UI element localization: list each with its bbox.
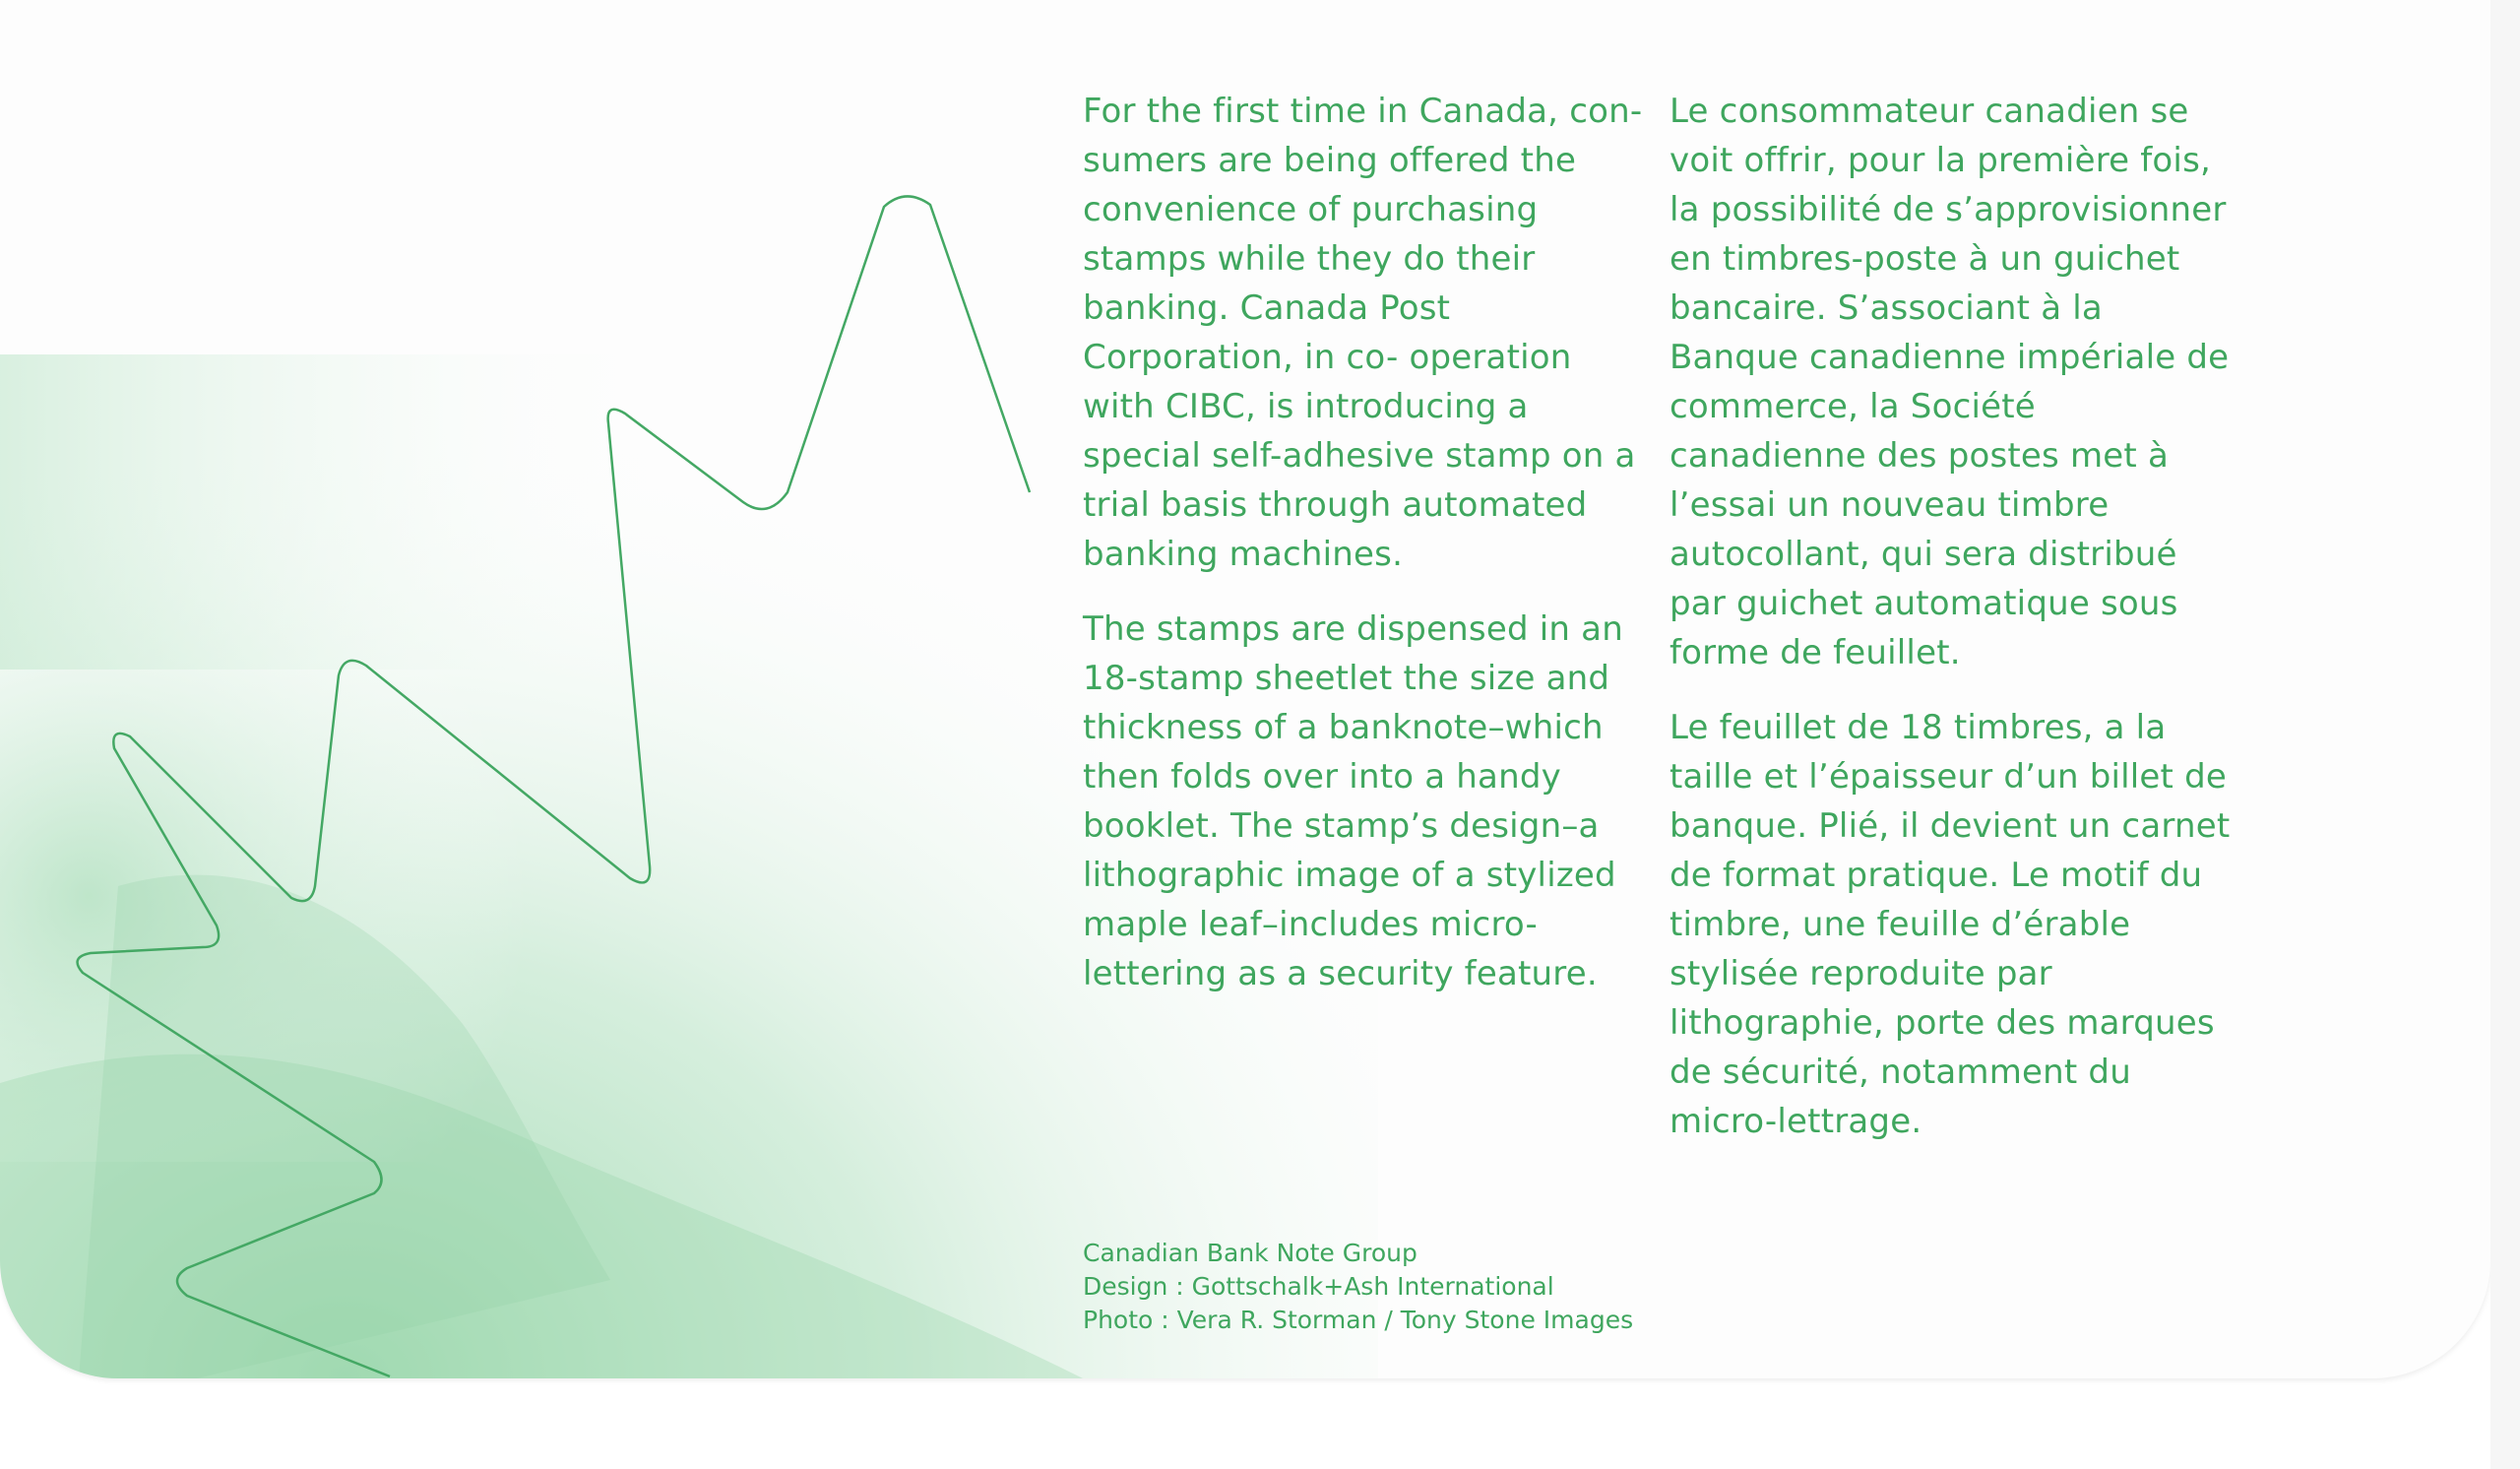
english-paragraph-2: The stamps are dispensed in an 18-stamp sheetlet the size and thickness of a banknote–which then folds over into a handy booklet. The stamp’s design–a lithographic image of a stylized maple leaf–includes micro- lettering as a security feature. <box>1083 609 1623 993</box>
english-text-column <box>1083 87 1654 1024</box>
credit-design: Design : Gottschalk+Ash International <box>1083 1272 1554 1301</box>
credits-block <box>1083 1237 1633 1337</box>
french-text-column <box>1670 87 2240 1172</box>
envelope-right-edge <box>2490 0 2520 1469</box>
english-paragraph-1: For the first time in Canada, con- sumers are being offered the convenience of purchasing stamps while they do their banking. Canada Post Corporation, in co- operation with CIBC, is introducing a special self-adhesive stamp on a trial basis through automated banking machines. <box>1083 92 1643 574</box>
french-paragraph-1: Le consommateur canadien se voit offrir, pour la première fois, la possibilité de s’approvisionner en timbres-poste à un guichet bancaire. S’associant à la Banque canadienne impériale de commerce, la Société canadienne des postes met à l’essai un nouveau timbre autocollant, qui sera distribué par guichet automatique sous forme de feuillet. <box>1670 92 2230 672</box>
credit-printer: Canadian Bank Note Group <box>1083 1239 1418 1267</box>
credit-photo: Photo : Vera R. Storman / Tony Stone Images <box>1083 1306 1634 1334</box>
french-paragraph-2: Le feuillet de 18 timbres, a la taille et l’épaisseur d’un billet de banque. Plié, il devient un carnet de format pratique. Le motif du timbre, une feuille d’érable stylisée reproduite par lithographie, porte des marques de sécurité, notamment du micro-lettrage. <box>1670 708 2231 1141</box>
